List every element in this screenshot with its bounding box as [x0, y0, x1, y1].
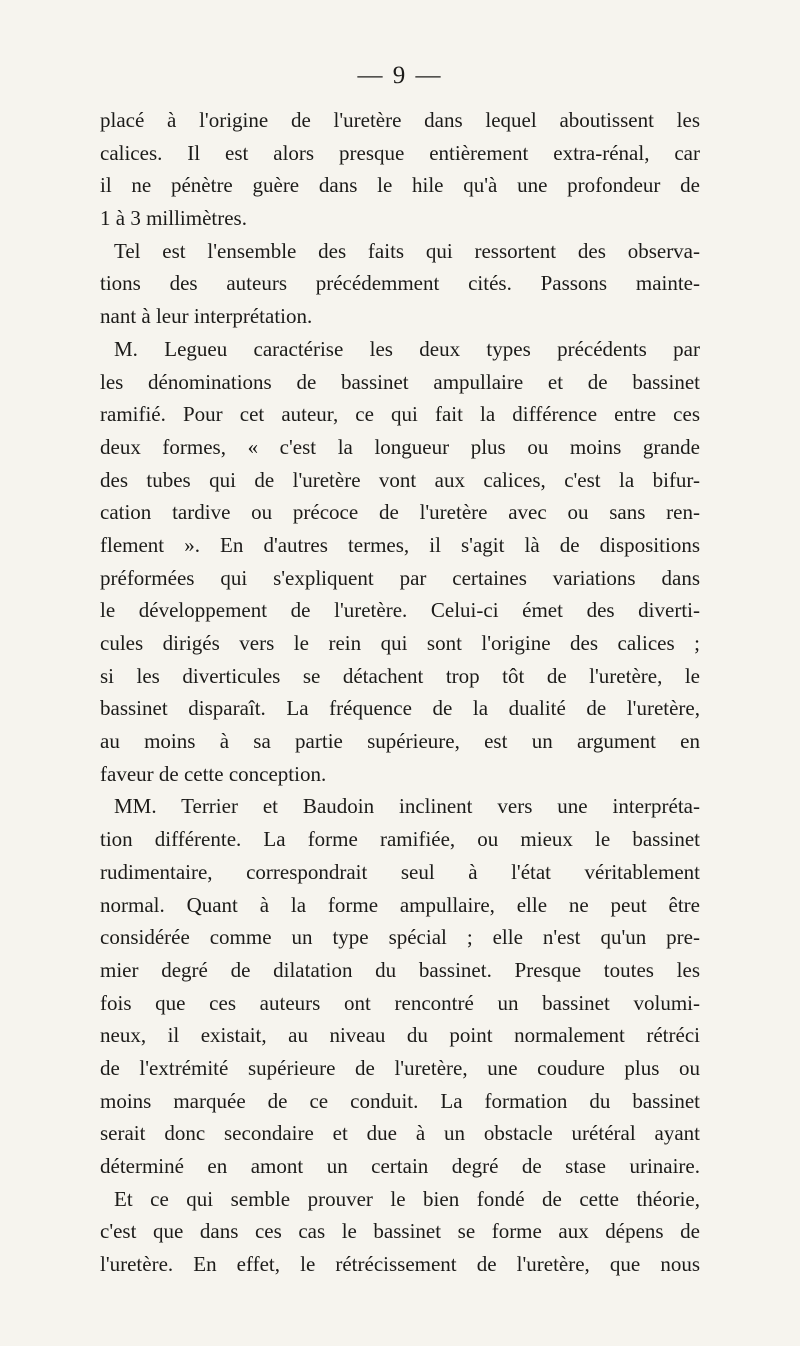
text-line: normal. Quant à la forme ampullaire, elle ne peut être [100, 892, 700, 917]
text-line: nant à leur interprétation. [100, 304, 313, 329]
text-line: deux formes, « c'est la longueur plus ou moins grande [100, 434, 700, 459]
text-line: moins marquée de ce conduit. La formation du bassinet [100, 1088, 700, 1113]
text-line: des tubes qui de l'uretère vont aux calices, c'est la bifur- [100, 467, 700, 492]
text-line: tions des auteurs précédemment cités. Passons mainte- [100, 271, 700, 296]
text-line: si les diverticules se détachent trop tôt de l'uretère, le [100, 663, 700, 688]
text-line: cules dirigés vers le rein qui sont l'origine des calices ; [100, 631, 700, 655]
text-line: serait donc secondaire et due à un obstacle urétéral ayant [100, 1121, 700, 1146]
text-line: calices. Il est alors presque entièrement extra-rénal, car [100, 140, 700, 165]
text-line: rudimentaire, correspondrait seul à l'état véritablement [100, 859, 700, 884]
text-line: au moins à sa partie supérieure, est un argument en [100, 729, 700, 754]
text-line: déterminé en amont un certain degré de stase urinaire. [100, 1154, 700, 1178]
text-line: il ne pénètre guère dans le hile qu'à une profondeur de [100, 173, 700, 198]
page-number: — 9 — [357, 62, 443, 89]
text-line: neux, il existait, au niveau du point normalement rétréci [100, 1023, 700, 1048]
text-line: préformées qui s'expliquent par certaines variations dans [100, 565, 700, 590]
text-line: 1 à 3 millimètres. [100, 206, 247, 231]
text-line: MM. Terrier et Baudoin inclinent vers une interpréta- [114, 794, 700, 819]
text-line: bassinet disparaît. La fréquence de la dualité de l'uretère, [100, 696, 700, 721]
text-line: considérée comme un type spécial ; elle n'est qu'un pre- [100, 925, 700, 950]
text-line: fois que ces auteurs ont rencontré un bassinet volumi- [100, 990, 700, 1015]
text-line: Et ce qui semble prouver le bien fondé de cette théorie, [114, 1186, 700, 1211]
text-line: l'uretère. En effet, le rétrécissement de l'uretère, que nous [100, 1252, 700, 1277]
text-line: de l'extrémité supérieure de l'uretère, une coudure plus ou [100, 1055, 700, 1080]
text-line: cation tardive ou précoce de l'uretère avec ou sans ren- [100, 500, 700, 525]
text-line: mier degré de dilatation du bassinet. Presque toutes les [100, 957, 700, 982]
text-line: c'est que dans ces cas le bassinet se forme aux dépens de [100, 1219, 700, 1244]
text-line: faveur de cette conception. [100, 761, 327, 786]
text-line: les dénominations de bassinet ampullaire et de bassinet [100, 369, 700, 394]
text-line: flement ». En d'autres termes, il s'agit là de dispositions [100, 532, 700, 557]
text-line: ramifié. Pour cet auteur, ce qui fait la différence entre ces [100, 402, 700, 427]
text-line: tion différente. La forme ramifiée, ou mieux le bassinet [100, 827, 700, 852]
text-line: Tel est l'ensemble des faits qui ressortent des observa- [114, 238, 700, 263]
body-text [100, 104, 700, 1281]
text-line: M. Legueu caractérise les deux types précédents par [114, 336, 700, 361]
text-line: le développement de l'uretère. Celui-ci émet des diverti- [100, 598, 700, 623]
text-line: placé à l'origine de l'uretère dans lequel aboutissent les [100, 108, 700, 132]
